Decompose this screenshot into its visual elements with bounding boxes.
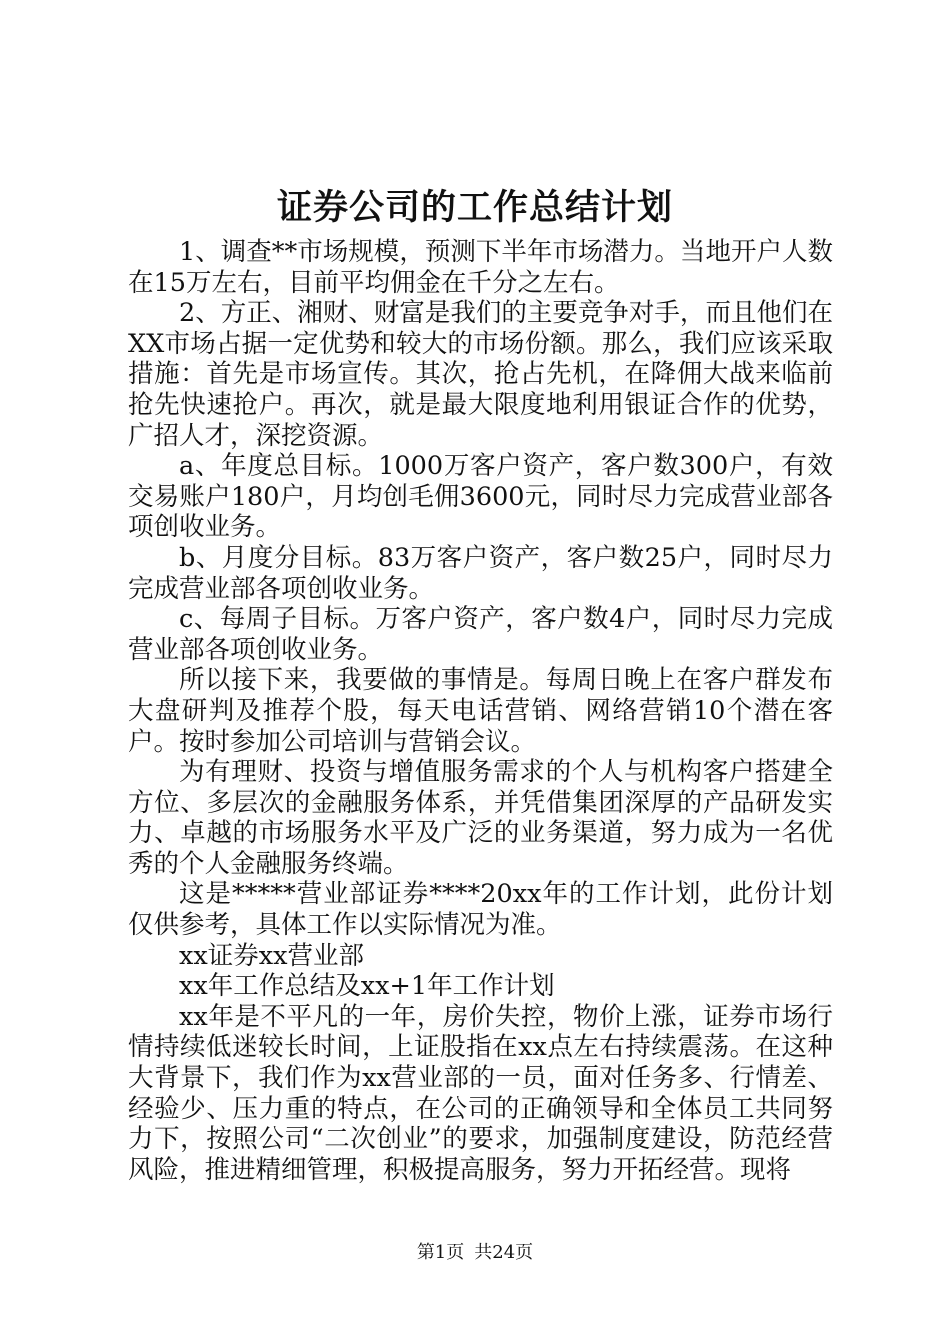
paragraph: 这是*****营业部证券****20xx年的工作计划，此份计划仅供参考，具体工作以实际情况为准。 [128, 879, 833, 941]
paragraph: 为有理财、投资与增值服务需求的个人与机构客户搭建全方位、多层次的金融服务体系，并凭借集团深厚的产品研发实力、卓越的市场服务水平及广泛的业务渠道，努力成为一名优秀的个人金融服务终端。 [128, 757, 833, 879]
page-number-current: 第1页 [416, 1242, 465, 1263]
paragraph: a、年度总目标。1000万客户资产，客户数300户，有效交易账户180户，月均创毛佣3600元，同时尽力完成营业部各项创收业务。 [128, 451, 833, 543]
paragraph: xx证券xx营业部 [179, 940, 365, 971]
document-title: 证券公司的工作总结计划 [276, 187, 673, 228]
paragraph: c、每周子目标。万客户资产，客户数4户，同时尽力完成营业部各项创收业务。 [128, 604, 833, 665]
paragraph: 2、方正、湘财、财富是我们的主要竞争对手，而且他们在XX市场占据一定优势和较大的市场份额。那么，我们应该采取措施：首先是市场宣传。其次，抢占先机，在降佣大战来临前抢先快速抢户。再次，就是最大限度地利用银证合作的优势，广招人才，深挖资源。 [128, 298, 833, 451]
paragraph: b、月度分目标。83万客户资产，客户数25户，同时尽力完成营业部各项创收业务。 [128, 542, 833, 604]
paragraph: 所以接下来，我要做的事情是。每周日晚上在客户群发布大盘研判及推荐个股，每天电话营销、网络营销10个潜在客户。按时参加公司培训与营销会议。 [128, 665, 833, 757]
paragraph: xx年工作总结及xx+1年工作计划 [179, 971, 555, 1002]
paragraph: xx年是不平凡的一年，房价失控，物价上涨，证券市场行情持续低迷较长时间，上证股指在xx点左右持续震荡。在这种大背景下，我们作为xx营业部的一员，面对任务多、行情差、经验少、压力重的特点，在公司的正确领导和全体员工共同努力下，按照公司“二次创业”的要求，加强制度建设，防范经营风险，推进精细管理，积极提高服务，努力开拓经营。现将 [128, 1001, 833, 1185]
page-number-total: 共24页 [474, 1242, 534, 1263]
page-footer [0, 1241, 950, 1265]
document-body [128, 237, 833, 1185]
paragraph: 1、调查**市场规模，预测下半年市场潜力。当地开户人数在15万左右，目前平均佣金在千分之左右。 [128, 237, 833, 298]
